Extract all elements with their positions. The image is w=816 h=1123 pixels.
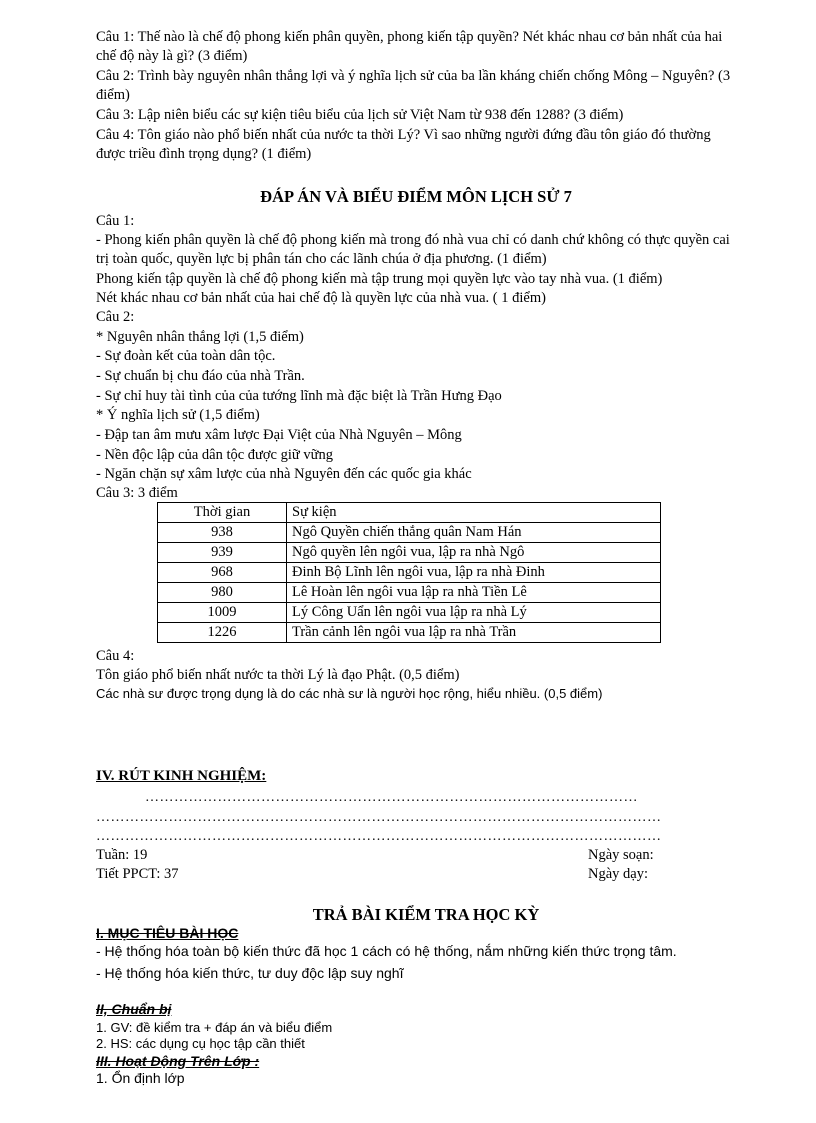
table-row	[158, 543, 661, 563]
answer-1-para-2: Phong kiến tập quyền là chế độ phong kiến mà tập trung mọi quyền lực vào tay nhà vua. (1 điểm)	[96, 271, 663, 287]
row-year: 980	[158, 583, 287, 603]
week-label: Tuần: 19	[96, 847, 148, 863]
answer-3-label: Câu 3: 3 điểm	[96, 485, 178, 501]
row-event: Ngô quyền lên ngôi vua, lập ra nhà Ngô	[287, 543, 661, 563]
question-4: Câu 4: Tôn giáo nào phổ biến nhất của nước ta thời Lý? Vì sao những người đứng đầu tôn giáo đó thường được triều đình trọng dụng? (1 điểm)	[96, 127, 711, 162]
preparation-heading: II, Chuẩn bị	[96, 1001, 172, 1017]
question-1: Câu 1: Thế nào là chế độ phong kiến phân quyền, phong kiến tập quyền? Nét khác nhau cơ bản nhất của hai chế độ này là gì? (3 điểm)	[96, 29, 723, 64]
objectives-heading: I. MỤC TIÊU BÀI HỌC	[96, 925, 239, 941]
compose-date-label: Ngày soạn:	[588, 847, 654, 863]
row-event: Ngô Quyền chiến thắng quân Nam Hán	[287, 523, 661, 543]
answer-2-line: * Ý nghĩa lịch sử (1,5 điểm)	[96, 407, 260, 423]
dotted-line: …………………………………………………………………………………………	[145, 790, 638, 805]
question-3: Câu 3: Lập niên biểu các sự kiện tiêu biểu của lịch sử Việt Nam từ 938 đến 1288? (3 điểm)	[96, 107, 624, 123]
answer-1-label: Câu 1:	[96, 213, 135, 229]
activity-line: 1. Ổn định lớp	[96, 1070, 185, 1086]
answer-2-line: - Ngăn chặn sự xâm lược của nhà Nguyên đến các quốc gia khác	[96, 466, 472, 482]
answer-4-label: Câu 4:	[96, 648, 135, 664]
row-event: Lê Hoàn lên ngôi vua lập ra nhà Tiền Lê	[287, 583, 661, 603]
row-event: Đinh Bộ Lĩnh lên ngôi vua, lập ra nhà Đinh	[287, 563, 661, 583]
row-year: 1009	[158, 603, 287, 623]
table-row	[158, 623, 661, 643]
question-2: Câu 2: Trình bày nguyên nhân thắng lợi và ý nghĩa lịch sử của ba lần kháng chiến chống Mông – Nguyên? (3 điểm)	[96, 68, 731, 103]
answer-4-para-2: Các nhà sư được trọng dụng là do các nhà sư là người học rộng, hiểu nhiều. (0,5 điểm)	[96, 686, 603, 701]
timeline-table	[157, 502, 661, 643]
row-year: 938	[158, 523, 287, 543]
answer-title: ĐÁP ÁN VÀ BIỂU ĐIỂM MÔN LỊCH SỬ 7	[260, 187, 572, 206]
answer-2-line: - Sự đoàn kết của toàn dân tộc.	[96, 348, 276, 364]
lesson-title: TRẢ BÀI KIỂM TRA HỌC KỲ	[312, 905, 540, 924]
dotted-line: ………………………………………………………………………………………………………	[96, 810, 662, 825]
section-4-heading: IV. RÚT KINH NGHIỆM:	[96, 768, 267, 784]
row-event: Lý Công Uẩn lên ngôi vua lập ra nhà Lý	[287, 603, 661, 623]
objective-line: - Hệ thống hóa toàn bộ kiến thức đã học 1 cách có hệ thống, nắm những kiến thức trọng tâm.	[96, 943, 677, 959]
answer-2-line: * Nguyên nhân thắng lợi (1,5 điểm)	[96, 329, 304, 345]
answer-2-line: - Sự chuẩn bị chu đáo của nhà Trần.	[96, 368, 305, 384]
answer-4-para-1: Tôn giáo phổ biến nhất nước ta thời Lý là đạo Phật. (0,5 điểm)	[96, 667, 460, 683]
row-year: 1226	[158, 623, 287, 643]
row-year: 939	[158, 543, 287, 563]
row-year: 968	[158, 563, 287, 583]
header-time: Thời gian	[158, 503, 287, 523]
preparation-line: 2. HS: các dụng cụ học tập cần thiết	[96, 1036, 305, 1051]
period-label: Tiết PPCT: 37	[96, 866, 179, 882]
row-event: Trần cảnh lên ngôi vua lập ra nhà Trần	[287, 623, 661, 643]
answer-1-para-3: Nét khác nhau cơ bản nhất của hai chế độ là quyền lực của nhà vua. ( 1 điểm)	[96, 290, 546, 306]
table-row	[158, 523, 661, 543]
table-header-row	[158, 503, 661, 523]
answer-2-line: - Nền độc lập của dân tộc được giữ vững	[96, 447, 333, 463]
table-row	[158, 603, 661, 623]
answer-2-line: - Đập tan âm mưu xâm lược Đại Việt của Nhà Nguyên – Mông	[96, 427, 462, 443]
table-row	[158, 563, 661, 583]
table-row	[158, 583, 661, 603]
header-event: Sự kiện	[287, 503, 661, 523]
answer-2-label: Câu 2:	[96, 309, 135, 325]
objective-line: - Hệ thống hóa kiến thức, tư duy độc lập suy nghĩ	[96, 965, 404, 981]
preparation-line: 1. GV: đề kiểm tra + đáp án và biểu điểm	[96, 1020, 333, 1035]
activities-heading: III. Hoạt Động Trên Lớp :	[96, 1053, 260, 1069]
teach-date-label: Ngày dạy:	[588, 866, 648, 882]
answer-2-line: - Sự chỉ huy tài tình của của tướng lĩnh mà đặc biệt là Trần Hưng Đạo	[96, 388, 502, 404]
answer-1-para-1: - Phong kiến phân quyền là chế độ phong kiến mà trong đó nhà vua chỉ có danh chứ không có thực quyền cai trị toàn quốc, quyền lực bị phân tán cho các lãnh chúa ở địa phương. (1 điểm)	[96, 232, 730, 267]
dotted-line: ………………………………………………………………………………………………………	[96, 829, 662, 844]
